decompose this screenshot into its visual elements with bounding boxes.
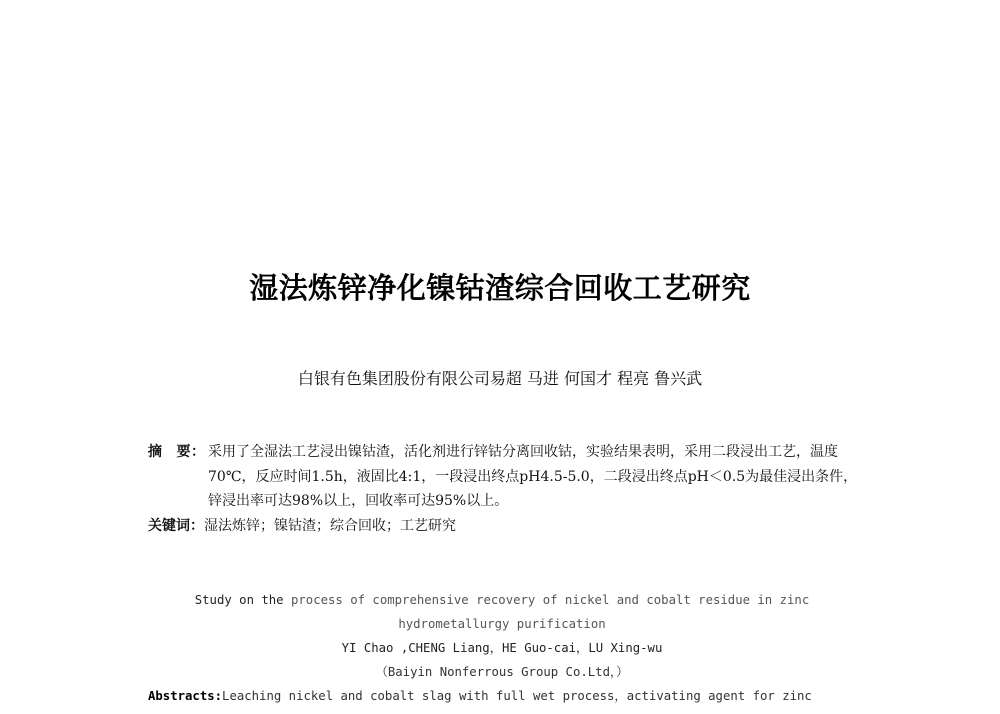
english-section [148,588,856,708]
paper-title: 湿法炼锌净化镍钴渣综合回收工艺研究 [249,271,751,305]
abstract-label-char-1: 摘 [148,444,163,460]
english-abstract [148,684,856,708]
english-affiliation: （Baiyin Nonferrous Group Co.Ltd，） [375,665,629,679]
keywords-text: 湿法炼锌；镍钴渣；综合回收；工艺研究 [204,517,456,534]
abstract-label-char-2: 要： [176,444,206,460]
english-abstract-text: Leaching nickel and cobalt slag with full wet process，activating agent for zinc [222,689,812,703]
english-abstract-label: Abstracts: [148,689,223,703]
abstract-text: 采用了全湿法工艺浸出镍钴渣，活化剂进行锌钴分离回收钴，实验结果表明，采用二段浸出工艺，温度70℃，反应时间1.5h，液固比4:1，一段浸出终点pH4.5-5.0，二段浸出终点pH＜0.5为最佳浸出条件，锌浸出率可达98%以上，回收率可达95%以上。 [208,444,858,509]
keywords-label: 关键词： [148,517,204,534]
author-line: 白银有色集团股份有限公司易超 马进 何国才 程亮 鲁兴武 [297,369,703,388]
abstract-label [148,440,208,514]
english-title [148,588,856,636]
chinese-abstract-section [148,440,860,538]
english-title-part-1: Study on the [194,593,284,607]
keywords-row [148,514,860,539]
english-title-part-2: process of comprehensive recovery of nickel and cobalt residue in zinc hydrometallurgy purification [283,593,810,631]
english-authors: YI Chao ,CHENG Liang，HE Guo-cai，LU Xing-wu [341,641,663,655]
abstract-row [148,440,860,514]
